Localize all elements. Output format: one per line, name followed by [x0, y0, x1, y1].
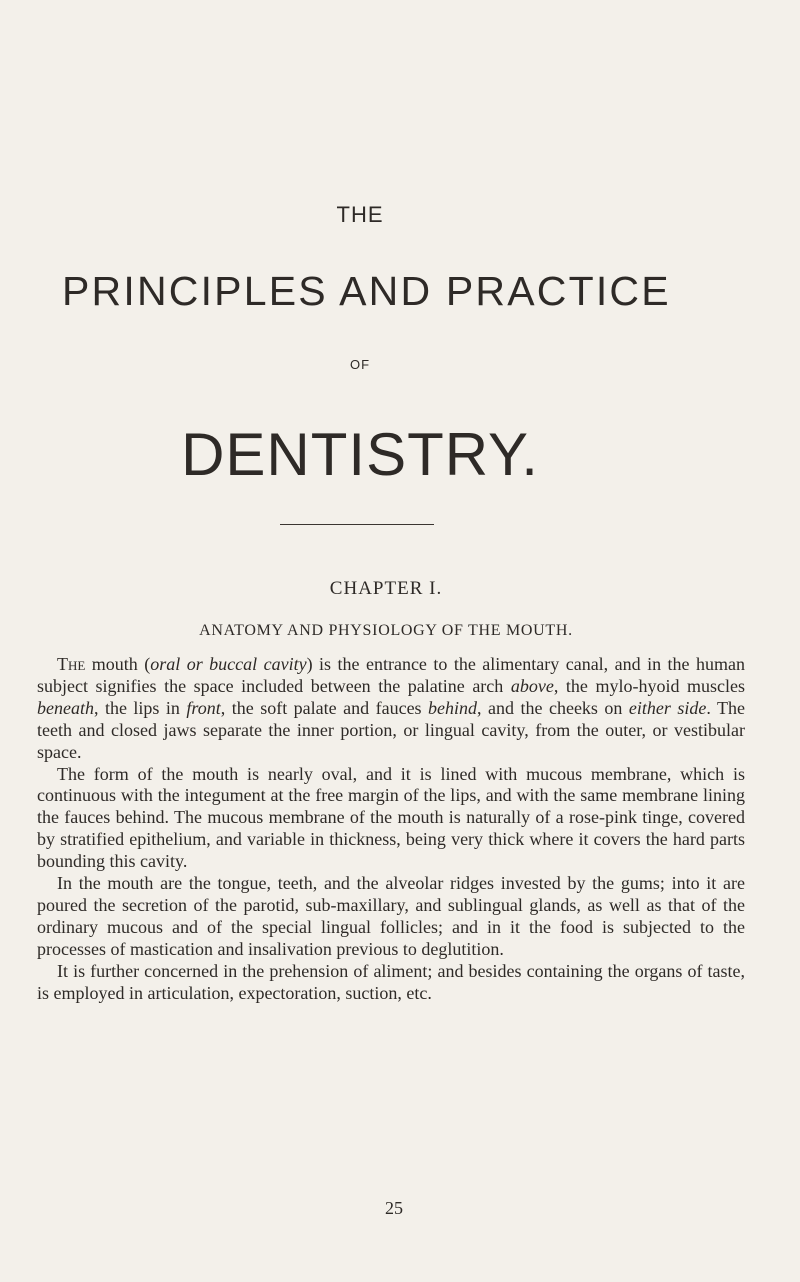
- page-number: 25: [385, 1198, 403, 1218]
- paragraph-lead-word: The: [57, 654, 86, 674]
- chapter-body: [37, 654, 745, 1005]
- title-of: OF: [349, 357, 371, 372]
- title-main: PRINCIPLES AND PRACTICE: [62, 268, 671, 314]
- paragraph-4: It is further concerned in the prehension of aliment; and besides containing the organs of taste, is employed in articulation, expectoration, suction, etc.: [37, 960, 745, 1003]
- emphasis: front: [186, 697, 221, 718]
- chapter-heading: CHAPTER I.: [329, 578, 443, 599]
- emphasis: either side: [628, 697, 707, 718]
- title-the: THE: [336, 202, 384, 227]
- divider-rule: [280, 524, 434, 525]
- title-subject: DENTISTRY.: [181, 421, 539, 488]
- paragraph-1: The mouth (oral or buccal cavity) is the entrance to the alimentary canal, and in the human subject signifies the space included between the palatine arch above, the mylo-hyoid muscles beneath, the lips in front, the soft palate and fauces behind, and the cheeks on either side. The teeth and closed jaws separate the inner portion, or lingual cavity, from the outer, or vestibular space.: [37, 654, 746, 762]
- paragraph-2: The form of the mouth is nearly oval, and it is lined with mucous membrane, which is continuous with the integument at the free margin of the lips, and with the same membrane lining the fauces behind. The mucous membrane of the mouth is naturally of a rose-pink tinge, covered by stratified epithelium, and variable in thickness, being very thick where it covers the hard parts bounding this cavity.: [37, 763, 745, 872]
- emphasis: oral or buccal cavity: [150, 654, 307, 674]
- emphasis: above: [510, 675, 554, 696]
- chapter-subtitle: ANATOMY AND PHYSIOLOGY OF THE MOUTH.: [199, 622, 573, 639]
- emphasis: behind: [428, 697, 478, 718]
- paragraph-3: In the mouth are the tongue, teeth, and the alveolar ridges invested by the gums; into it are poured the secretion of the parotid, sub-maxillary, and sublingual glands, as well as that of the ordinary mucous and of the special lingual follicles; and in it the food is subjected to the processes of mastication and insalivation previous to deglutition.: [37, 873, 745, 959]
- emphasis: beneath: [37, 697, 94, 718]
